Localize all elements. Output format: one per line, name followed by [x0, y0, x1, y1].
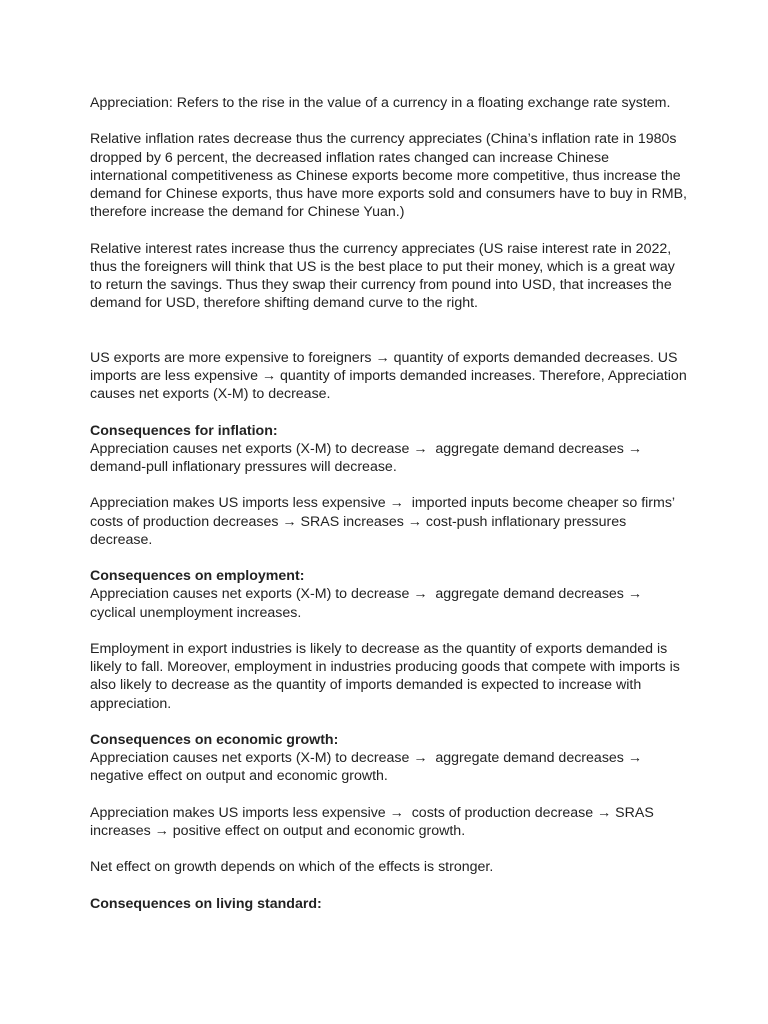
paragraph-employment-industries: Employment in export industries is likely to decrease as the quantity of exports demanded is likely to fall. Moreover, employment in industries producing goods that compete with imports is also likely to decrease as the quantity of imports demanded is expected to increase with appreciation.	[90, 640, 684, 712]
spacer	[90, 549, 690, 567]
spacer	[90, 877, 690, 895]
paragraph-relative-inflation: Relative inflation rates decrease thus the currency appreciates (China’s inflation rate in 1980s dropped by 6 percent, the decreased inflation rates changed can increase Chinese international competitiveness as Chinese exports become more competitive, thus increase the demand for Chinese exports, thus have more exports sold and consumers have to buy in RMB, therefore increase the demand for Chinese Yuan.)	[90, 131, 691, 221]
spacer	[90, 786, 690, 804]
paragraph-appreciation-definition: Appreciation: Refers to the rise in the value of a currency in a floating exchange rate system.	[90, 95, 671, 111]
heading-inflation: Consequences for inflation:	[90, 422, 278, 439]
paragraph-inflation-cost: Appreciation makes US imports less expensive → imported inputs become cheaper so firms’ costs of production decreases → SRAS increases → cost-push inflationary pressures decrease.	[90, 495, 679, 548]
paragraph-growth-positive: Appreciation makes US imports less expensive → costs of production decrease → SRAS increases → positive effect on output and economic growth.	[90, 804, 658, 839]
heading-economic-growth: Consequences on economic growth:	[90, 731, 339, 748]
spacer	[90, 713, 690, 731]
spacer	[90, 476, 690, 494]
paragraph-net-effect: Net effect on growth depends on which of the effects is stronger.	[90, 859, 494, 876]
spacer	[90, 622, 690, 640]
paragraph-growth-negative: Appreciation causes net exports (X-M) to decrease → aggregate demand decreases → negative effect on output and economic growth.	[90, 750, 646, 785]
paragraph-inflation-demand: Appreciation causes net exports (X-M) to decrease → aggregate demand decreases → demand-pull inflationary pressures will decrease.	[90, 440, 646, 475]
paragraph-employment-cyclical: Appreciation causes net exports (X-M) to decrease → aggregate demand decreases → cyclical unemployment increases.	[90, 586, 646, 621]
paragraph-relative-interest: Relative interest rates increase thus the currency appreciates (US raise interest rate in 2022, thus the foreigners will think that US is the best place to put their money, which is a great way to return the savings. Thus they swap their currency from pound into USD, that increases the demand for USD, therefore shifting demand curve to the right.	[90, 240, 679, 312]
spacer	[90, 112, 690, 130]
spacer	[90, 312, 690, 348]
heading-living-standard: Consequences on living standard:	[90, 895, 322, 912]
spacer	[90, 403, 690, 421]
spacer	[90, 840, 690, 858]
document-body	[90, 94, 690, 913]
heading-employment: Consequences on employment:	[90, 568, 305, 585]
paragraph-exports-imports: US exports are more expensive to foreigners → quantity of exports demanded decreases. US imports are less expensive → quantity of imports demanded increases. Therefore, Appreciation causes net exports (X-M) to decrease.	[90, 349, 691, 403]
spacer	[90, 221, 690, 239]
